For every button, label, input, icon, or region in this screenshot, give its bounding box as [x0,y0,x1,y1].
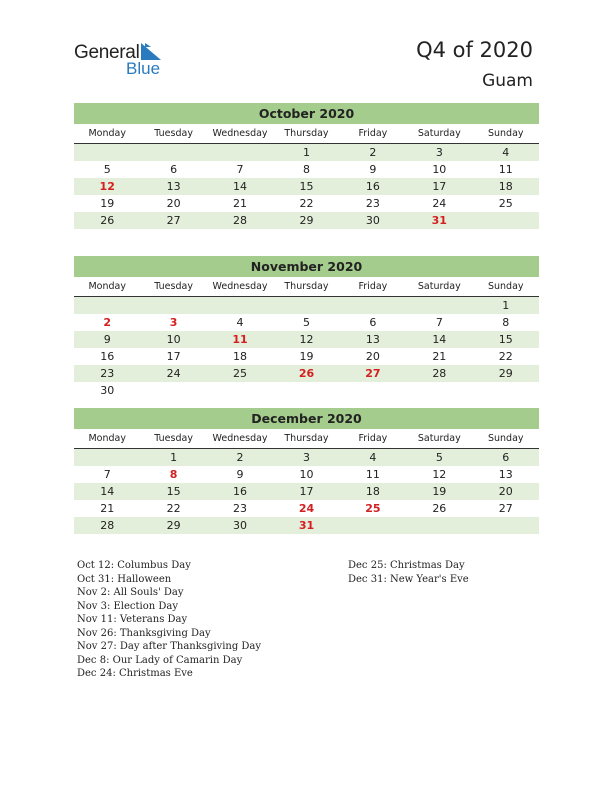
date-cell: 21 [100,502,115,515]
date-cell [406,517,472,534]
date-cell: 6 [502,451,510,464]
date-cell: 9 [236,468,244,481]
date-cell: 4 [502,146,510,159]
date-cell: 17 [166,350,181,363]
week-row [74,212,539,229]
date-cell: 23 [233,502,248,515]
holiday-note: Dec 8: Our Lady of Camarin Day [77,654,243,666]
date-cell: 20 [498,485,513,498]
weekday-label: Monday [88,128,126,139]
week-row [74,331,539,348]
weekday-label: Sunday [487,281,524,292]
holiday-note: Nov 26: Thanksgiving Day [77,627,211,639]
date-cell [207,382,273,399]
date-cell: 20 [365,350,380,363]
weekday-label: Tuesday [154,281,193,292]
date-cell: 13 [166,180,181,193]
date-cell: 19 [432,485,447,498]
holiday-date-cell: 8 [169,468,178,481]
date-cell: 14 [233,180,248,193]
weekday-label: Wednesday [212,433,268,444]
date-cell [473,517,539,534]
holiday-notes-left [77,559,261,681]
date-cell: 2 [236,451,244,464]
page-title: Q4 of 2020 [416,38,533,62]
date-cell [207,144,273,161]
logo [74,42,161,78]
weekday-header-row [74,277,539,297]
date-cell: 28 [100,519,115,532]
holiday-date-cell: 24 [298,502,315,515]
date-cell: 20 [166,197,181,210]
date-cell: 12 [432,468,447,481]
holiday-notes-right [348,559,469,586]
date-cell: 19 [100,197,115,210]
week-row [74,178,539,195]
week-row [74,466,539,483]
date-cell: 26 [100,214,115,227]
holiday-date-cell: 26 [298,367,315,380]
date-cell: 28 [432,367,447,380]
weekday-label: Monday [88,433,126,444]
week-row [74,161,539,178]
week-row [74,382,539,399]
date-cell: 10 [299,468,314,481]
date-cell: 1 [170,451,178,464]
date-cell: 21 [233,197,248,210]
holiday-date-cell: 27 [365,367,381,380]
holiday-note: Nov 2: All Souls' Day [77,587,184,598]
holiday-note: Oct 12: Columbus Day [77,560,191,571]
date-cell: 13 [365,333,380,346]
date-cell: 17 [299,485,314,498]
date-cell [406,382,472,399]
date-cell: 1 [302,146,310,159]
date-cell [74,449,140,466]
date-cell: 5 [302,316,310,329]
date-cell: 11 [498,163,513,176]
week-row [74,500,539,517]
holiday-date-cell: 31 [298,519,315,532]
logo-blue-text: Blue [126,59,161,78]
date-cell: 10 [432,163,447,176]
week-row [74,314,539,331]
month-november [74,256,539,399]
date-cell: 9 [369,163,377,176]
date-cell: 5 [103,163,111,176]
week-row [74,449,539,466]
date-cell: 16 [100,350,115,363]
weekday-label: Saturday [417,433,461,444]
holiday-date-cell: 11 [232,333,248,346]
holiday-note: Oct 31: Halloween [77,573,172,585]
date-cell: 3 [302,451,310,464]
date-cell: 17 [432,180,447,193]
date-cell: 3 [435,146,443,159]
weekday-label: Thursday [284,128,329,139]
weekday-label: Friday [358,433,388,444]
weekday-label: Tuesday [154,128,193,139]
date-cell: 7 [435,316,443,329]
date-cell: 14 [432,333,447,346]
weekday-label: Saturday [417,128,461,139]
date-cell [340,517,406,534]
week-row [74,365,539,382]
weekday-label: Thursday [284,281,329,292]
weekday-label: Monday [88,281,126,292]
date-cell: 15 [166,485,181,498]
date-cell [140,382,206,399]
week-row [74,144,539,161]
date-cell [207,297,273,314]
date-cell [74,144,140,161]
weekday-label: Friday [358,128,388,139]
weekday-label: Sunday [487,433,524,444]
date-cell: 27 [498,502,513,515]
date-cell: 8 [502,316,510,329]
date-cell [340,297,406,314]
date-cell: 15 [299,180,314,193]
date-cell: 9 [103,333,111,346]
date-cell: 30 [233,519,248,532]
weekday-label: Thursday [284,433,329,444]
date-cell [406,297,472,314]
holiday-date-cell: 2 [103,316,112,329]
month-title: November 2020 [74,256,539,277]
logo-general-text: General [74,42,140,63]
date-cell: 15 [498,333,513,346]
weekday-label: Friday [358,281,388,292]
holiday-date-cell: 25 [365,502,381,515]
holiday-note: Dec 24: Christmas Eve [77,668,193,679]
date-cell [140,297,206,314]
weekday-label: Saturday [417,281,461,292]
date-cell: 29 [166,519,181,532]
month-title: October 2020 [74,103,539,124]
date-cell [273,297,339,314]
date-cell: 4 [236,316,244,329]
date-cell: 28 [233,214,248,227]
month-title: December 2020 [74,408,539,429]
date-cell: 16 [233,485,248,498]
date-cell: 6 [369,316,377,329]
date-cell: 11 [365,468,380,481]
date-cell: 25 [498,197,513,210]
month-october [74,103,539,229]
date-cell: 21 [432,350,447,363]
date-cell: 6 [170,163,178,176]
date-cell: 24 [432,197,447,210]
holiday-note: Nov 27: Day after Thanksgiving Day [77,641,262,652]
date-cell: 18 [498,180,513,193]
date-cell [74,297,140,314]
weekday-header-row [74,124,539,144]
date-cell: 19 [299,350,314,363]
date-cell: 14 [100,485,115,498]
month-december [74,408,539,534]
date-cell: 29 [498,367,513,380]
week-row [74,195,539,212]
date-cell: 29 [299,214,314,227]
date-cell: 23 [100,367,115,380]
holiday-date-cell: 12 [99,180,115,193]
date-cell: 7 [103,468,111,481]
date-cell: 18 [233,350,248,363]
date-cell: 22 [299,197,314,210]
date-cell: 30 [365,214,380,227]
holiday-date-cell: 31 [431,214,447,227]
date-cell [340,382,406,399]
date-cell: 24 [166,367,181,380]
holiday-note: Dec 31: New Year's Eve [348,573,469,585]
date-cell: 12 [299,333,314,346]
holiday-note: Dec 25: Christmas Day [348,560,465,571]
weekday-label: Wednesday [212,281,268,292]
date-cell: 2 [369,146,377,159]
date-cell [140,144,206,161]
holiday-note: Nov 11: Veterans Day [77,614,188,625]
holiday-note: Nov 3: Election Day [77,600,179,612]
date-cell: 16 [365,180,380,193]
date-cell: 10 [166,333,181,346]
week-row [74,517,539,534]
date-cell: 30 [100,384,115,397]
holiday-date-cell: 3 [169,316,178,329]
weekday-label: Sunday [487,128,524,139]
week-row [74,483,539,500]
date-cell: 8 [302,163,310,176]
date-cell [273,382,339,399]
weekday-label: Wednesday [212,128,268,139]
date-cell [473,382,539,399]
date-cell [473,212,539,229]
date-cell: 4 [369,451,377,464]
date-cell: 5 [435,451,443,464]
date-cell: 25 [233,367,248,380]
date-cell: 7 [236,163,244,176]
date-cell: 1 [502,299,510,312]
week-row [74,348,539,365]
weekday-header-row [74,429,539,449]
date-cell: 27 [166,214,181,227]
weekday-label: Tuesday [154,433,193,444]
date-cell: 23 [365,197,380,210]
date-cell: 26 [432,502,447,515]
date-cell: 22 [166,502,181,515]
date-cell: 13 [498,468,513,481]
week-row [74,297,539,314]
date-cell: 22 [498,350,513,363]
page-subtitle: Guam [482,71,533,91]
date-cell: 18 [365,485,380,498]
